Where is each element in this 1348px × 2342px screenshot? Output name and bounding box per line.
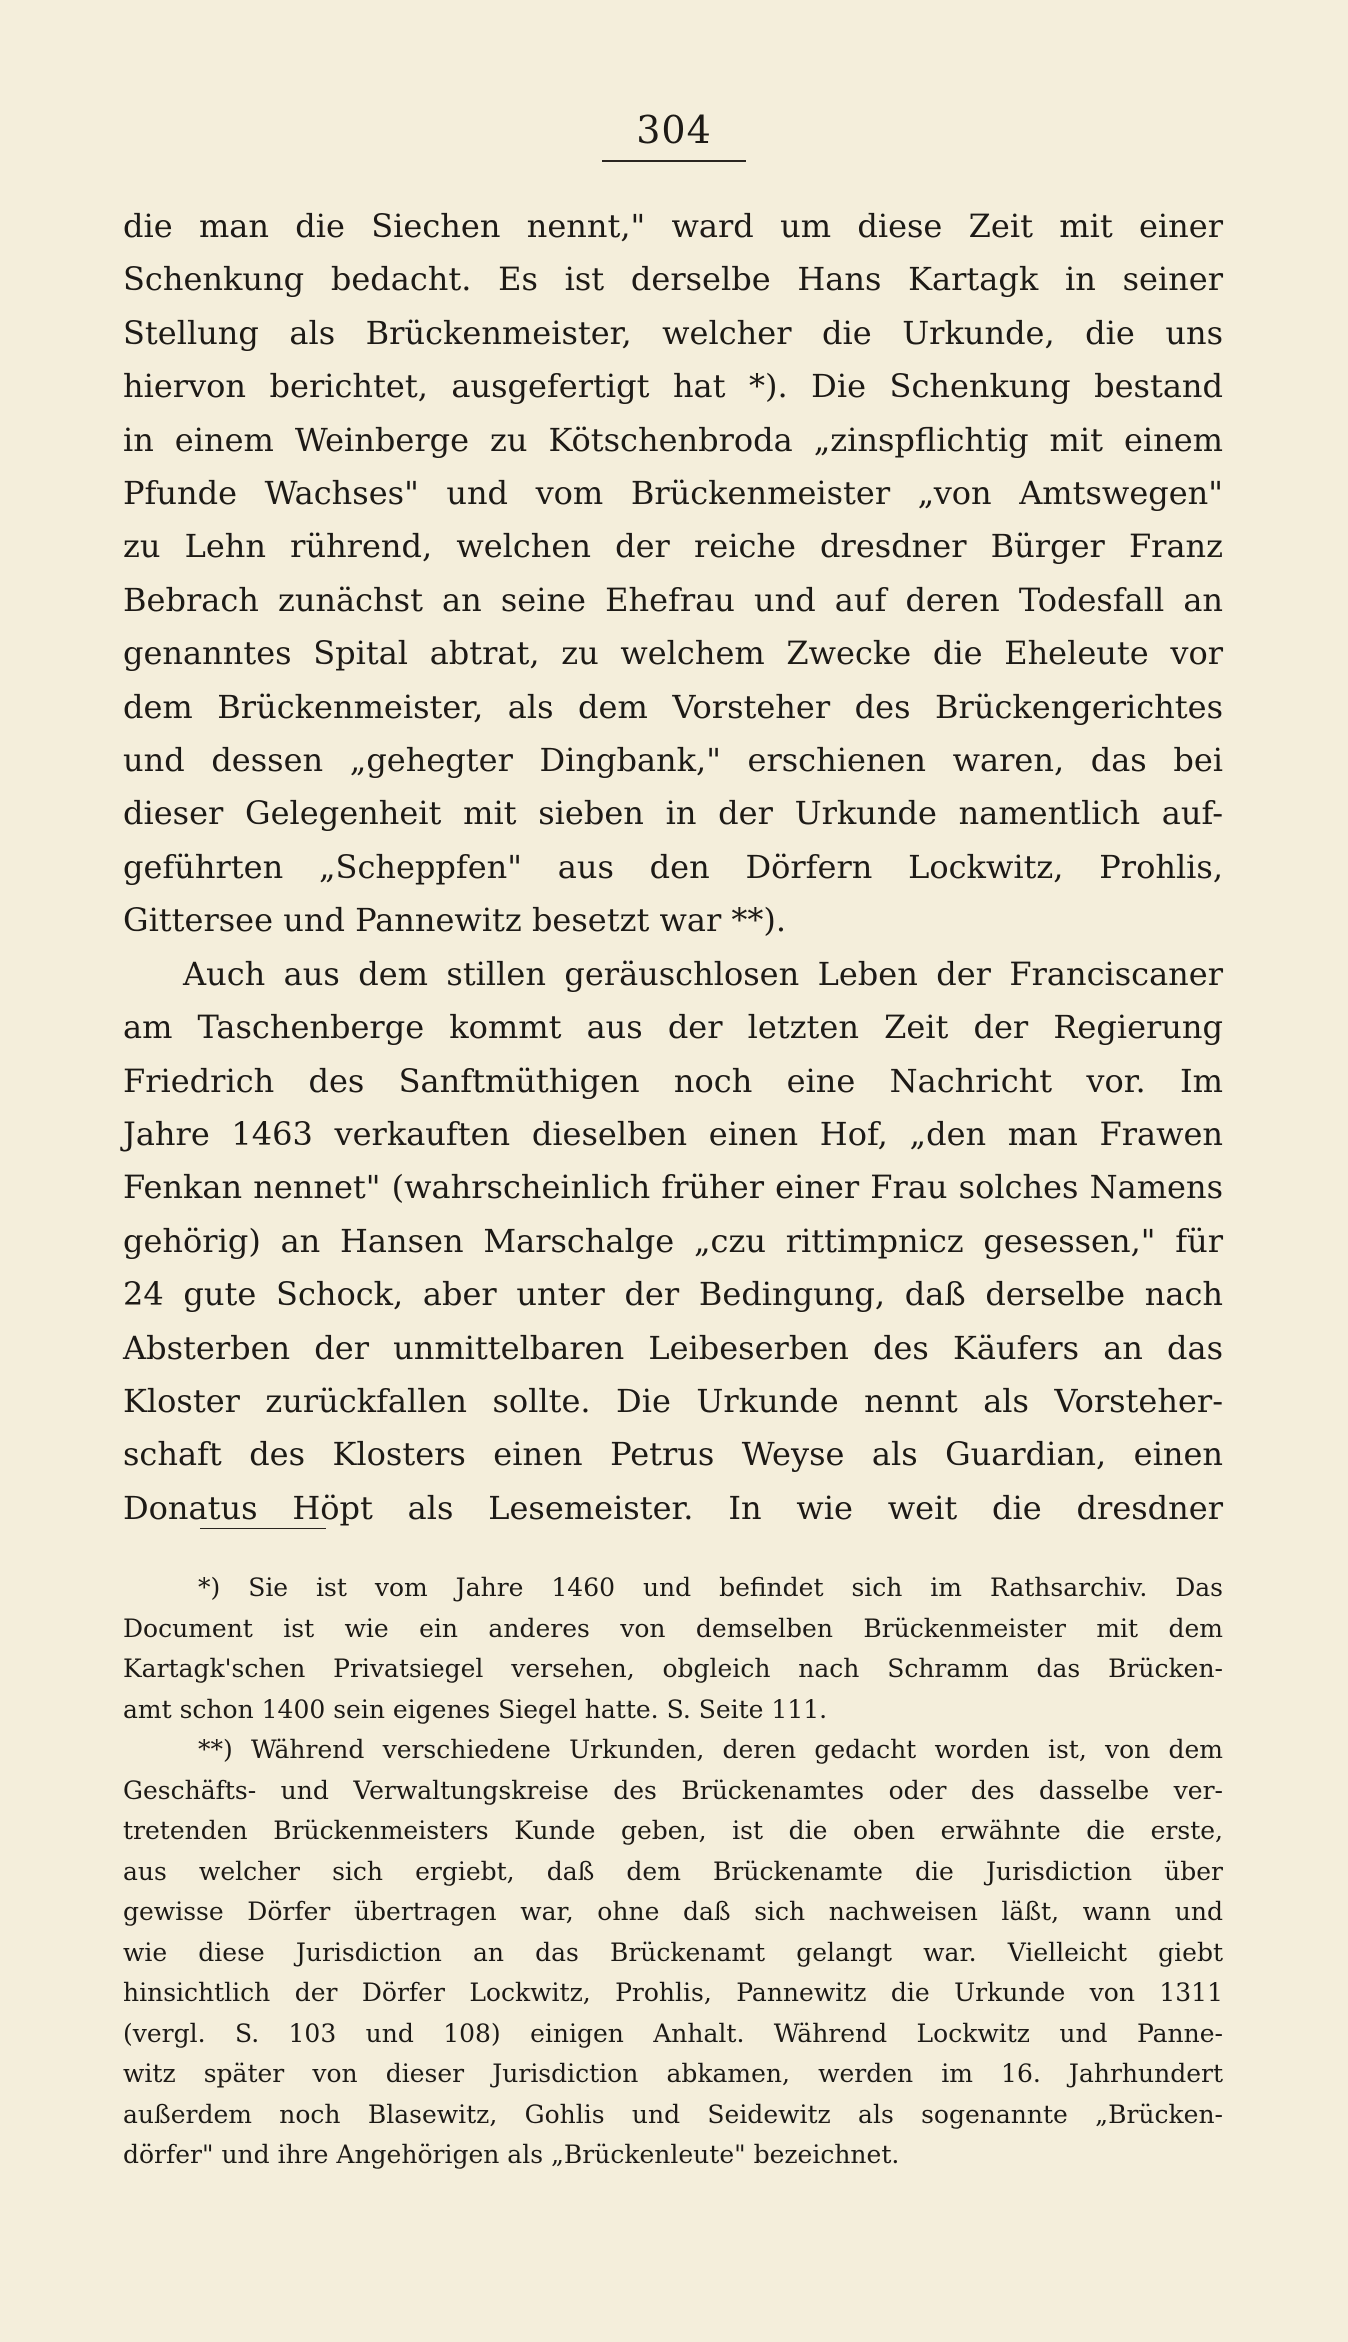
text-line: genanntes Spital abtrat, zu welchem Zwecke die Eheleute vor (123, 634, 1223, 673)
text-line: und dessen „gehegter Dingbank," erschienen waren, das bei (123, 741, 1223, 780)
text-line: in einem Weinberge zu Kötschenbroda „zinspflichtig mit einem (123, 420, 1223, 459)
footnotes (123, 1568, 1223, 2176)
footnote-line: Document ist wie ein anderes von demselben Brückenmeister mit dem (123, 1613, 1223, 1643)
text-line: Jahre 1463 verkauften dieselben einen Hof, „den man Frawen (123, 1114, 1223, 1153)
footnote-line: *) Sie ist vom Jahre 1460 und befindet sich im Rathsarchiv. Das (198, 1573, 1223, 1602)
footnote-line: außerdem noch Blasewitz, Gohlis und Seidewitz als sogenannte „Brücken- (123, 2099, 1223, 2129)
text-line: geführten „Scheppfen" aus den Dörfern Lockwitz, Prohlis, (123, 847, 1223, 886)
footnote-line: (vergl. S. 103 und 108) einigen Anhalt. Während Lockwitz und Panne- (123, 2018, 1223, 2048)
text-line: dieser Gelegenheit mit sieben in der Urkunde namentlich auf- (123, 794, 1223, 833)
main-text (123, 200, 1223, 1535)
page-number: 304 (602, 108, 746, 162)
text-line: Fenkan nennet" (wahrscheinlich früher einer Frau solches Namens (123, 1168, 1223, 1207)
footnote-line: tretenden Brückenmeisters Kunde geben, ist die oben erwähnte die erste, (123, 1816, 1223, 1845)
text-line: Bebrach zunächst an seine Ehefrau und auf deren Todesfall an (123, 580, 1223, 619)
footnote-line: dörfer" und ihre Angehörigen als „Brückenleute" bezeichnet. (123, 2140, 900, 2169)
text-line: Pfunde Wachses" und vom Brückenmeister „von Amtswegen" (123, 474, 1223, 513)
footnote-line: **) Während verschiedene Urkunden, deren gedacht worden ist, von dem (198, 1735, 1223, 1764)
footnote-line: aus welcher sich ergiebt, daß dem Brückenamte die Jurisdiction über (123, 1856, 1223, 1886)
footnote-line: wie diese Jurisdiction an das Brückenamt gelangt war. Vielleicht giebt (123, 1937, 1223, 1967)
text-line: dem Brückenmeister, als dem Vorsteher des Brückengerichtes (123, 687, 1223, 726)
footnote-line: witz später von dieser Jurisdiction abkamen, werden im 16. Jahrhundert (123, 2059, 1223, 2088)
text-line: Kloster zurückfallen sollte. Die Urkunde nennt als Vorsteher- (123, 1381, 1223, 1420)
footnote-line: Kartagk'schen Privatsiegel versehen, obgleich nach Schramm das Brücken- (123, 1654, 1223, 1683)
text-line: Absterben der unmittelbaren Leibeserben des Käufers an das (123, 1328, 1223, 1367)
text-line: die man die Siechen nennt," ward um diese Zeit mit einer (123, 207, 1223, 245)
page-header (0, 108, 1348, 162)
footnote-divider (200, 1528, 326, 1529)
text-line: Auch aus dem stillen geräuschlosen Leben der Franciscaner (183, 954, 1223, 993)
text-line: Donatus Höpt als Lesemeister. In wie weit die dresdner (123, 1488, 1223, 1527)
footnote-line: amt schon 1400 sein eigenes Siegel hatte. S. Seite 111. (123, 1694, 828, 1724)
text-line: zu Lehn rührend, welchen der reiche dresdner Bürger Franz (123, 527, 1223, 566)
footnote-line: gewisse Dörfer übertragen war, ohne daß sich nachweisen läßt, wann und (123, 1897, 1223, 1926)
text-line: Schenkung bedacht. Es ist derselbe Hans Kartagk in seiner (123, 260, 1223, 299)
text-line: schaft des Klosters einen Petrus Weyse als Guardian, einen (123, 1435, 1223, 1474)
footnote-line: Geschäfts- und Verwaltungskreise des Brückenamtes oder des dasselbe ver- (123, 1775, 1223, 1805)
text-line: hiervon berichtet, ausgefertigt hat *). Die Schenkung bestand (123, 367, 1223, 406)
text-line: 24 gute Schock, aber unter der Bedingung, daß derselbe nach (123, 1275, 1223, 1314)
footnote-line: hinsichtlich der Dörfer Lockwitz, Prohlis, Pannewitz die Urkunde von 1311 (123, 1978, 1223, 2007)
text-line: Stellung als Brückenmeister, welcher die Urkunde, die uns (123, 313, 1223, 352)
text-line: gehörig) an Hansen Marschalge „czu rittimpnicz gesessen," für (123, 1221, 1223, 1260)
text-line: am Taschenberge kommt aus der letzten Zeit der Regierung (123, 1008, 1223, 1047)
text-line: Gittersee und Pannewitz besetzt war **). (123, 901, 787, 940)
text-line: Friedrich des Sanftmüthigen noch eine Nachricht vor. Im (123, 1061, 1223, 1100)
